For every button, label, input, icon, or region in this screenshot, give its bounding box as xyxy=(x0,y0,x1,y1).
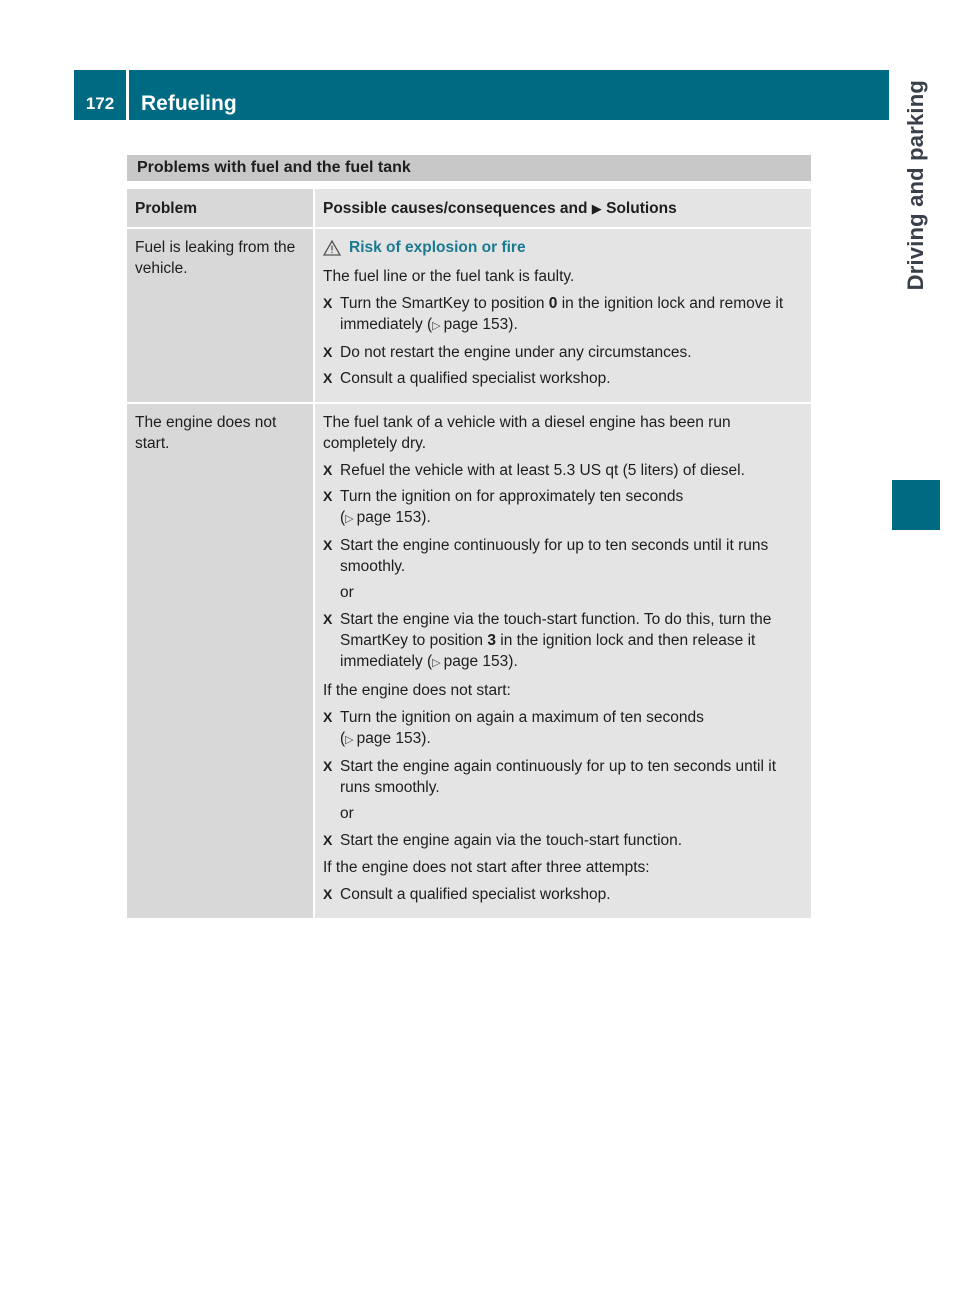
side-tab-marker xyxy=(892,480,940,530)
step-x-icon: X xyxy=(323,832,333,848)
problem-cell: Fuel is leaking from the vehicle. xyxy=(127,229,313,402)
step-text: Start the engine again via the touch-start function. xyxy=(340,832,683,849)
cause-text: The fuel line or the fuel tank is faulty. xyxy=(323,268,575,285)
page-ref-icon: ▷ xyxy=(345,734,354,746)
header-solutions-text: Possible causes/consequences and xyxy=(323,200,588,217)
step-text: Turn the SmartKey to position xyxy=(340,295,545,312)
step: X Turn the ignition on for approximately ten seconds (▷ page 153). xyxy=(323,486,805,530)
or-text: or xyxy=(340,805,354,822)
step-text: Do not restart the engine under any circumstances. xyxy=(340,344,692,361)
step xyxy=(323,535,805,577)
table-row xyxy=(127,404,811,918)
warning-heading xyxy=(323,237,805,258)
page-ref-icon: ▷ xyxy=(432,657,441,669)
step-x-icon: X xyxy=(323,462,333,478)
step-text: Consult a qualified specialist workshop. xyxy=(340,886,611,903)
step-text: in the ignition lock and remove it immediately ( xyxy=(340,295,784,333)
page-reference: page 153). xyxy=(443,653,518,670)
step-x-icon: X xyxy=(323,537,333,553)
step-text: Start the engine continuously for up to ten seconds until it runs smoothly. xyxy=(340,537,769,575)
step-x-icon: X xyxy=(323,370,333,386)
step xyxy=(323,460,805,481)
step-text: Refuel the vehicle with at least 5.3 US qt (5 liters) of diesel. xyxy=(340,462,745,479)
solution-cell xyxy=(315,404,811,918)
problem-cell: The engine does not start. xyxy=(127,404,313,918)
condition-text: If the engine does not start after three attempts: xyxy=(323,859,650,876)
step xyxy=(323,609,805,674)
solution-cell xyxy=(315,229,811,402)
step: X Turn the ignition on again a maximum of ten seconds (▷ page 153). xyxy=(323,707,805,751)
page-reference: page 153). xyxy=(356,730,431,747)
step-x-icon: X xyxy=(323,611,333,627)
position-value: 0 xyxy=(548,295,558,312)
side-tab xyxy=(892,70,940,480)
header-solutions-label: Solutions xyxy=(606,200,677,217)
step xyxy=(323,756,805,798)
step-text: in the ignition lock and then release it immediately ( xyxy=(340,632,756,670)
step xyxy=(323,368,805,389)
step-text: Start the engine again continuously for up to ten seconds until it runs smoothly. xyxy=(340,758,777,796)
step xyxy=(323,342,805,363)
or-text: or xyxy=(340,584,354,601)
step xyxy=(323,830,805,851)
table-caption: Problems with fuel and the fuel tank xyxy=(127,155,811,181)
page-ref-icon: ▷ xyxy=(432,320,441,332)
step-x-icon: X xyxy=(323,295,333,311)
step-text: Consult a qualified specialist workshop. xyxy=(340,370,611,387)
page-number: 172 xyxy=(74,70,126,120)
position-value: 3 xyxy=(487,632,496,649)
step-text: Start the engine via the touch-start function. To do this, turn the SmartKey to position xyxy=(340,611,772,649)
step xyxy=(323,293,805,337)
page-reference: page 153). xyxy=(443,316,518,333)
table-row xyxy=(127,229,811,402)
page-reference: page 153). xyxy=(356,509,431,526)
cause-text: The fuel tank of a vehicle with a diesel engine has been run completely dry. xyxy=(323,414,731,452)
step-x-icon: X xyxy=(323,758,333,774)
step-x-icon: X xyxy=(323,344,333,360)
step-text: Turn the ignition on again a maximum of ten seconds xyxy=(340,709,704,726)
side-tab-label: Driving and parking xyxy=(903,80,928,291)
step-text: Turn the ignition on for approximately ten seconds xyxy=(340,488,684,505)
arrow-right-icon: ▶ xyxy=(591,201,602,216)
page-ref-icon: ▷ xyxy=(345,513,354,525)
step xyxy=(323,884,805,905)
step-x-icon: X xyxy=(323,709,333,725)
header-problem: Problem xyxy=(127,189,313,227)
table-header-row xyxy=(127,189,811,227)
header-solutions xyxy=(315,189,811,227)
condition-text: If the engine does not start: xyxy=(323,682,511,699)
section-title: Refueling xyxy=(129,70,889,120)
step-x-icon: X xyxy=(323,886,333,902)
step-x-icon: X xyxy=(323,488,333,504)
warning-triangle-icon xyxy=(323,240,341,256)
warning-text: Risk of explosion or fire xyxy=(349,239,526,256)
troubleshooting-table xyxy=(127,155,811,920)
